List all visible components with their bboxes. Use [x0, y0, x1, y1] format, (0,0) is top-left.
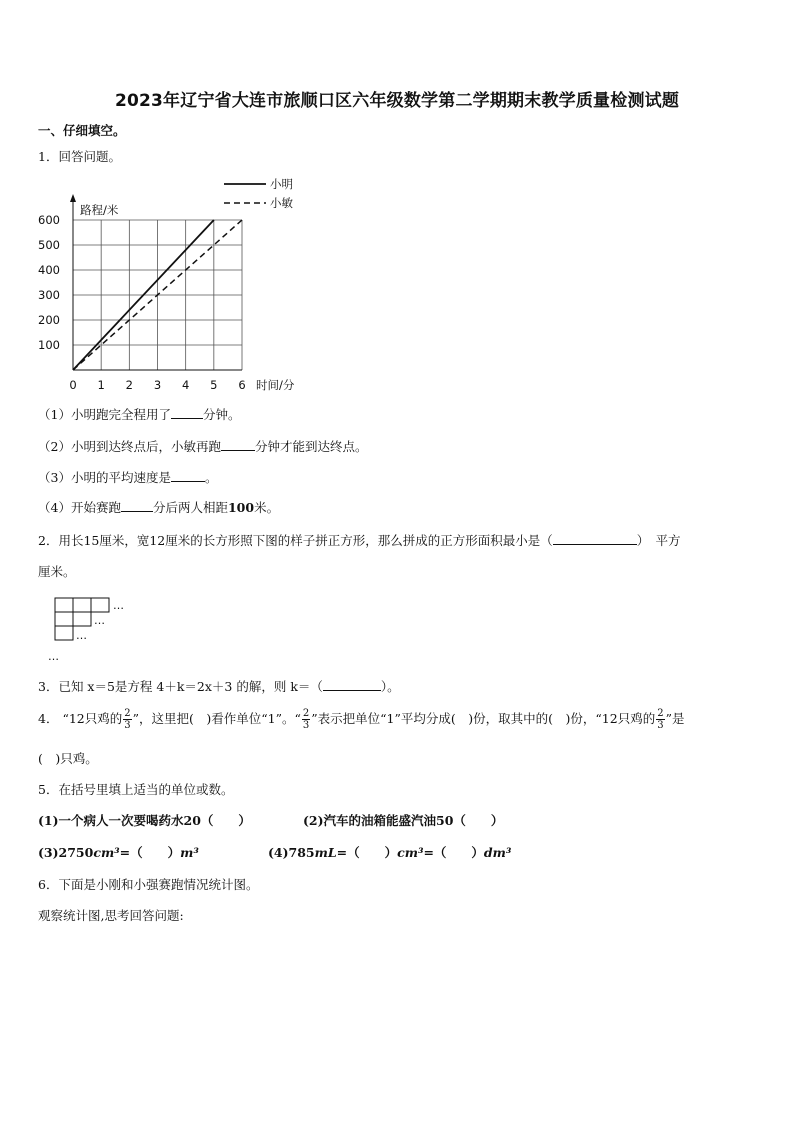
answer-blank[interactable]	[221, 437, 255, 451]
question-5	[38, 780, 233, 798]
y-tick-label: 300	[38, 288, 60, 302]
answer-blank[interactable]	[553, 531, 637, 545]
ellipsis: …	[94, 614, 105, 627]
q4-text: ”是	[665, 711, 685, 726]
y-tick-label: 100	[38, 338, 60, 352]
q1-sub4-text: （4）开始赛跑	[38, 500, 121, 515]
q1-text: 回答问题。	[58, 149, 121, 164]
q4-text: ”表示把单位“1”平均分成( )份，取其中的( )份，“12只鸡的	[311, 711, 656, 726]
q2-number: 2．	[38, 533, 59, 548]
chart-legend	[224, 177, 293, 210]
y-tick-label: 600	[38, 213, 60, 227]
q4-line2: ( )只鸡。	[38, 751, 98, 766]
answer-blank[interactable]	[323, 677, 381, 691]
q1-sub3-end: 。	[204, 470, 218, 485]
q1-number: 1．	[38, 149, 59, 164]
q2-line2: 厘米。	[38, 564, 76, 579]
q6-text: 下面是小刚和小强赛跑情况统计图。	[58, 877, 259, 892]
q3-text: 已知 x＝5是方程 4＋k＝2x＋3 的解，则 k＝（	[58, 679, 323, 694]
q1-sub4-mid: 分后两人相距	[152, 500, 228, 515]
page-title: 2023年辽宁省大连市旅顺口区六年级数学第二学期期末教学质量检测试题	[114, 91, 680, 111]
q5-item1: (1)一个病人一次要喝药水20（ ）	[38, 813, 251, 828]
q1-sub2-text: （2）小明到达终点后，小敏再跑	[38, 439, 221, 454]
q1-sub1-unit: 分钟。	[202, 407, 241, 422]
q1-sub1-text: （1）小明跑完全程用了	[38, 407, 171, 422]
x-tick-label: 5	[210, 378, 218, 392]
ellipsis: …	[76, 629, 87, 642]
tile	[73, 598, 91, 612]
answer-blank[interactable]	[121, 498, 153, 512]
question-4	[38, 708, 684, 731]
rectangle-tiling-figure	[44, 594, 144, 666]
y-axis-arrow	[70, 194, 76, 202]
q3-number: 3．	[38, 679, 59, 694]
q1-sub4-number: 100	[227, 500, 255, 515]
q3-close: ）。	[380, 679, 400, 694]
x-tick-label: 4	[182, 378, 190, 392]
q5-text: 在括号里填上适当的单位或数。	[58, 782, 234, 797]
answer-blank[interactable]	[171, 468, 205, 482]
q1-sub3-text: （3）小明的平均速度是	[38, 470, 171, 485]
distance-time-chart	[30, 172, 310, 400]
q5-item2: (2)汽车的油箱能盛汽油50（ ）	[303, 813, 504, 828]
chart-ticks	[38, 213, 246, 392]
y-tick-label: 200	[38, 313, 60, 327]
tile	[91, 598, 109, 612]
x-tick-label: 1	[97, 378, 105, 392]
tile	[55, 612, 73, 626]
q5-number: 5．	[38, 782, 59, 797]
fraction-two-thirds: $\frac{2}{3}$	[124, 708, 131, 731]
ellipsis: …	[48, 650, 59, 663]
q4-text: “12只鸡的	[62, 711, 123, 726]
q5-item4: (4)785mL=（ ）cm³=（ ）dm³	[268, 845, 512, 860]
legend-label: 小明	[270, 177, 293, 191]
q1-sub2-unit: 分钟才能到达终点。	[254, 439, 368, 454]
q1-sub3	[38, 468, 217, 486]
y-tick-label: 400	[38, 263, 60, 277]
q1-sub2	[38, 437, 367, 455]
y-tick-label: 500	[38, 238, 60, 252]
q5-item3: (3)2750cm³=（ ）m³	[38, 845, 199, 860]
tile	[55, 598, 73, 612]
question-3	[38, 677, 400, 695]
q4-text: ”，这里把( )看作单位“1”。“	[132, 711, 301, 726]
tile	[55, 626, 73, 640]
q1-sub4	[38, 498, 279, 516]
q6-line2: 观察统计图,思考回答问题:	[38, 908, 184, 923]
x-tick-label: 0	[69, 378, 77, 392]
question-2	[38, 531, 681, 549]
x-axis-label: 时间/分	[256, 378, 295, 392]
fraction-two-thirds: $\frac{2}{3}$	[657, 708, 664, 731]
q1-sub1	[38, 405, 240, 423]
x-tick-label: 2	[125, 378, 133, 392]
legend-label: 小敏	[270, 196, 293, 210]
tile	[73, 612, 91, 626]
question-1	[38, 147, 121, 165]
q2-unit: ） 平方	[636, 533, 681, 548]
question-6	[38, 875, 258, 893]
x-tick-label: 6	[238, 378, 246, 392]
q6-number: 6．	[38, 877, 59, 892]
ellipsis: …	[113, 599, 124, 612]
section-heading: 一、仔细填空。	[38, 123, 126, 138]
fraction-two-thirds: $\frac{2}{3}$	[302, 708, 310, 731]
answer-blank[interactable]	[171, 405, 203, 419]
q4-number: 4．	[38, 711, 59, 726]
q1-sub4-unit: 米。	[254, 500, 280, 515]
y-axis-label: 路程/米	[80, 203, 119, 217]
x-tick-label: 3	[153, 378, 162, 392]
q2-text: 用长15厘米，宽12厘米的长方形照下图的样子拼正方形，那么拼成的正方形面积最小是（	[58, 533, 553, 548]
